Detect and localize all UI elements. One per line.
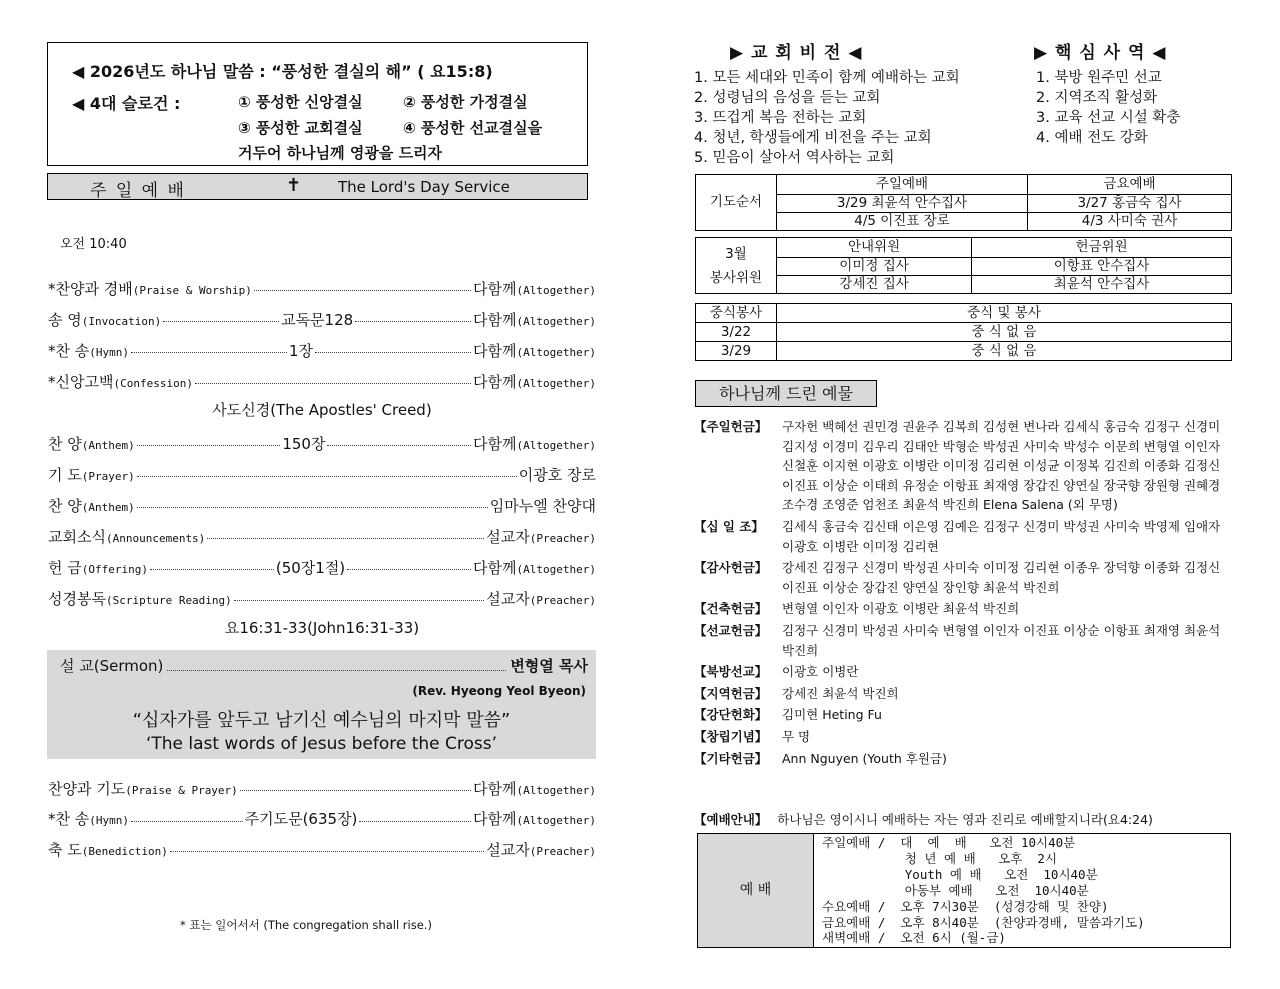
- slogan-label: ◀ 4대 슬로건 :: [72, 94, 181, 113]
- schedule-line: 수요예배 / 오후 7시30분 (성경강해 및 찬양): [822, 898, 1109, 914]
- order-item: [48, 555, 596, 579]
- core-ministry-item: 4. 예배 전도 강화: [1036, 130, 1148, 146]
- order-item-leader: 다함께(Altogether): [473, 810, 597, 828]
- offering-category: [694, 749, 1234, 769]
- vision-title: ▶ 교 회 비 전 ◀: [730, 43, 863, 63]
- sunday-prayer-1: 3/29 최윤석 안수집사: [777, 195, 1028, 213]
- order-item: [48, 776, 596, 800]
- slogan-3: ③ 풍성한 교회결실: [238, 119, 363, 137]
- offering-donors: 무 명: [782, 729, 811, 744]
- service-title-korean: 주 일 예 배: [90, 181, 186, 201]
- sermon-title-korean: “십자가를 앞두고 남기신 예수님의 마지막 말씀”: [132, 710, 511, 731]
- vision-item: 3. 뜨겁게 복음 전하는 교회: [694, 110, 867, 126]
- core-ministry-item: 1. 북방 원주민 선교: [1036, 70, 1162, 86]
- order-item-name: 찬양과 기도(Praise & Prayer): [48, 779, 238, 798]
- offering-donors: 변형열 이인자 이광호 이병란 최윤석 박진희: [782, 601, 1020, 617]
- year-theme-banner: [47, 42, 588, 166]
- prayer-order-table: [695, 174, 1232, 231]
- service-header: [47, 173, 588, 200]
- cross-icon: ✝: [286, 175, 302, 196]
- order-item-name: 찬 양(Anthem): [48, 496, 135, 515]
- order-item-name: *찬양과 경배(Praise & Worship): [48, 279, 252, 298]
- preacher-name: 변형열 목사: [510, 657, 588, 675]
- order-item: [48, 524, 596, 548]
- order-item: [48, 369, 596, 393]
- order-item: [48, 431, 596, 455]
- worship-guide-text: 하나님은 영이시니 예배하는 자는 영과 진리로 예배할지니라(요4:24): [777, 812, 1153, 827]
- order-item-leader: 다함께(Altogether): [473, 310, 596, 329]
- offering-category-label: 【북방선교】: [694, 664, 768, 680]
- order-item-detail: 교독문128: [281, 310, 354, 329]
- order-item-name: *찬 송(Hymn): [48, 810, 129, 828]
- order-item-leader: 다함께(Altogether): [473, 558, 596, 577]
- offering-category: [694, 705, 1234, 725]
- order-item-name: 교회소식(Announcements): [48, 527, 206, 546]
- offering-category-label: 【건축헌금】: [694, 601, 768, 617]
- lunch-text-1: 중 식 없 음: [777, 323, 1232, 342]
- scripture-reference: 요16:31-33(John16:31-33): [224, 619, 420, 637]
- order-item: [48, 276, 596, 300]
- schedule-line: 아동부 예배 오전 10시40분: [822, 882, 1089, 898]
- sunday-prayer-2: 4/5 이진표 장로: [777, 213, 1028, 231]
- core-ministry-title: ▶ 핵 심 사 역 ◀: [1034, 43, 1167, 63]
- offering-category-label: 【창립기념】: [694, 729, 768, 744]
- offering-category-label: 【주일헌금】: [694, 419, 768, 434]
- offering-category: [694, 662, 1234, 682]
- sermon-label: 설 교(Sermon): [60, 657, 164, 675]
- schedule-line: 금요예배 / 오후 8시40분 (찬양과경배, 말씀과기도): [822, 914, 1145, 930]
- apostles-creed: 사도신경(The Apostles' Creed): [212, 401, 432, 419]
- order-item: [48, 307, 596, 331]
- volunteer-month: 3월: [725, 245, 747, 262]
- schedule-line: 새벽예배 / 오전 6시 (월-금): [822, 930, 1006, 946]
- order-item-detail: 150장: [282, 434, 326, 453]
- offering-category-label: 【강단헌화】: [694, 707, 768, 723]
- volunteer-role: 봉사위원: [709, 269, 763, 286]
- order-item-leader: 다함께(Altogether): [473, 779, 596, 798]
- vision-item: 1. 모든 세대와 민족이 함께 예배하는 교회: [694, 70, 960, 86]
- offering-header: 헌금위원: [972, 238, 1232, 258]
- order-item: [48, 837, 596, 861]
- order-item: [48, 338, 596, 362]
- slogan-end: 거두어 하나님께 영광을 드리자: [238, 144, 443, 162]
- offering-category: [694, 417, 1234, 515]
- order-item-leader: 다함께(Altogether): [473, 341, 597, 360]
- order-item-leader: 다함께(Altogether): [473, 434, 597, 453]
- core-ministry-item: 3. 교육 선교 시설 확충: [1036, 110, 1181, 126]
- order-item-name: 성경봉독(Scripture Reading): [48, 589, 232, 608]
- offering-category: [694, 727, 1234, 747]
- sermon-title-english: ‘The last words of Jesus before the Cross’: [145, 734, 498, 754]
- friday-prayer-1: 3/27 홍금숙 집사: [1028, 195, 1232, 213]
- offering-category-label: 【십 일 조】: [694, 519, 764, 534]
- worship-guide: [694, 810, 1153, 828]
- slogan-2: ② 풍성한 가정결실: [403, 93, 528, 111]
- order-item-leader: 이광호 장로: [518, 465, 596, 484]
- worship-schedule-lines: [822, 835, 1145, 946]
- volunteer-label: [696, 238, 777, 294]
- offering-category: [694, 517, 1234, 556]
- offering-category-label: 【지역헌금】: [694, 685, 768, 701]
- lunch-date-1: 3/22: [696, 323, 777, 342]
- offering-category: [694, 684, 1234, 704]
- offering-volunteer-2: 최윤석 안수집사: [972, 276, 1232, 294]
- order-item: [48, 462, 596, 486]
- order-item-leader: 임마누엘 찬양대: [489, 496, 596, 515]
- order-item-leader: 설교자(Preacher): [486, 840, 596, 859]
- order-item-name: *찬 송(Hymn): [48, 341, 129, 360]
- usher-header: 안내위원: [777, 238, 972, 258]
- vision-item: 4. 청년, 학생들에게 비전을 주는 교회: [694, 130, 932, 146]
- vision-item: 2. 성령님의 음성을 듣는 교회: [694, 90, 881, 106]
- usher-2: 강세진 집사: [777, 276, 972, 294]
- volunteer-table: [695, 237, 1232, 294]
- prayer-order-label: 기도순서: [696, 175, 777, 231]
- usher-1: 이미정 집사: [777, 258, 972, 276]
- worship-schedule-label: 예 배: [698, 834, 814, 947]
- order-item-leader: 설교자(Preacher): [486, 589, 596, 608]
- lunch-service-header: 중식 및 봉사: [777, 304, 1232, 323]
- offering-donors: Ann Nguyen (Youth 후원금): [782, 750, 947, 766]
- offering-volunteer-1: 이항표 안수집사: [972, 258, 1232, 276]
- friday-prayer-2: 4/3 사미숙 권사: [1028, 213, 1232, 231]
- standing-footnote: * 표는 일어서서 (The congregation shall rise.): [180, 918, 432, 932]
- order-item: [48, 807, 596, 831]
- offering-donors: 강세진 최윤석 박진희: [782, 685, 899, 701]
- offering-donors: 강세진 김정구 신경미 박성권 사미숙 이미정 김리현 이종우 장덕향 이종화 김정신 이진표 이상순 장갑진 양연실 장인향 최윤석 박진희: [782, 560, 1221, 595]
- order-item-name: 축 도(Benediction): [48, 840, 168, 859]
- lunch-service-table: [695, 303, 1232, 361]
- service-time: 오전 10:40: [60, 237, 127, 252]
- schedule-line: 주일예배 / 대 예 배 오전 10시40분: [822, 835, 1076, 850]
- order-item-leader: 다함께(Altogether): [473, 372, 596, 391]
- offering-section-title: 하나님께 드린 예물: [695, 380, 877, 407]
- offering-donors: 김세식 홍금숙 김신태 이은영 김예은 김정구 신경미 박성권 사미숙 박영제 임애자 이광호 이병란 이미정 김리현: [782, 519, 1221, 554]
- offering-donors: 이광호 이병란: [782, 664, 859, 680]
- order-item-name: 찬 양(Anthem): [48, 434, 135, 453]
- order-item-name: 헌 금(Offering): [48, 558, 148, 577]
- offering-category-label: 【기타헌금】: [694, 750, 768, 766]
- order-item-name: 송 영(Invocation): [48, 310, 162, 329]
- year-theme: ◀ 2026년도 하나님 말씀 : “풍성한 결실의 해” ( 요15:8): [72, 62, 493, 81]
- offering-category: [694, 558, 1234, 597]
- lunch-date-2: 3/29: [696, 342, 777, 361]
- order-item-detail: 주기도문(635장): [244, 810, 358, 828]
- schedule-line: Youth 예 배 오전 10시40분: [822, 866, 1098, 882]
- order-item-name: *신앙고백(Confession): [48, 372, 193, 391]
- offering-donors: 김미현 Heting Fu: [782, 707, 882, 723]
- worship-guide-label: 【예배안내】: [694, 812, 768, 827]
- order-item-leader: 다함께(Altogether): [473, 279, 596, 298]
- sunday-header: 주일예배: [777, 175, 1028, 195]
- preacher-name-english: (Rev. Hyeong Yeol Byeon): [412, 684, 586, 698]
- order-item-name: 기 도(Prayer): [48, 465, 135, 484]
- order-item: [48, 586, 596, 610]
- lunch-text-2: 중 식 없 음: [777, 342, 1232, 361]
- offering-donors: 구자헌 백혜선 권민경 권윤주 김복희 김성현 변나라 김세식 홍금숙 김정구 신경미 김지성 이경미 김우리 김태안 박형순 박성권 사미숙 박성수 이문희 변형열 이인자 신철훈 이지현 이광호 이병란 이미정 김리현 이성균 이정복 김진희 이종화 김정신 이진표 이상순 이태희 유정순 이항표 최재영 장갑진 양연실 장국향 장원형 권혜경 조수경 조영준 엄천조 최윤석 박진희 Elena Salena (외 무명): [782, 419, 1221, 512]
- slogan-1: ① 풍성한 신앙결실: [238, 93, 363, 111]
- lunch-header: 중식봉사: [696, 304, 777, 323]
- offering-category: [694, 599, 1234, 619]
- friday-header: 금요예배: [1028, 175, 1232, 195]
- service-title-english: The Lord's Day Service: [338, 178, 510, 196]
- sermon-block: [47, 650, 596, 759]
- offering-category: [694, 621, 1234, 660]
- offering-donors: 김정구 신경미 박성권 사미숙 변형열 이인자 이진표 이상순 이항표 최재영 최윤석 박진희: [782, 623, 1221, 658]
- worship-schedule-box: [697, 833, 1231, 948]
- core-ministry-item: 2. 지역조직 활성화: [1036, 90, 1158, 106]
- order-item-leader: 설교자(Preacher): [486, 527, 596, 546]
- schedule-line: 청 년 예 배 오후 2시: [822, 850, 1058, 866]
- order-item-detail: (50장1절): [275, 558, 346, 577]
- slogan-4: ④ 풍성한 선교결실을: [403, 119, 543, 137]
- order-item-detail: 1장: [289, 341, 314, 360]
- offering-category-label: 【선교헌금】: [694, 623, 768, 638]
- offering-category-label: 【감사헌금】: [694, 560, 768, 576]
- order-item: [48, 493, 596, 517]
- vision-item: 5. 믿음이 살아서 역사하는 교회: [694, 150, 895, 166]
